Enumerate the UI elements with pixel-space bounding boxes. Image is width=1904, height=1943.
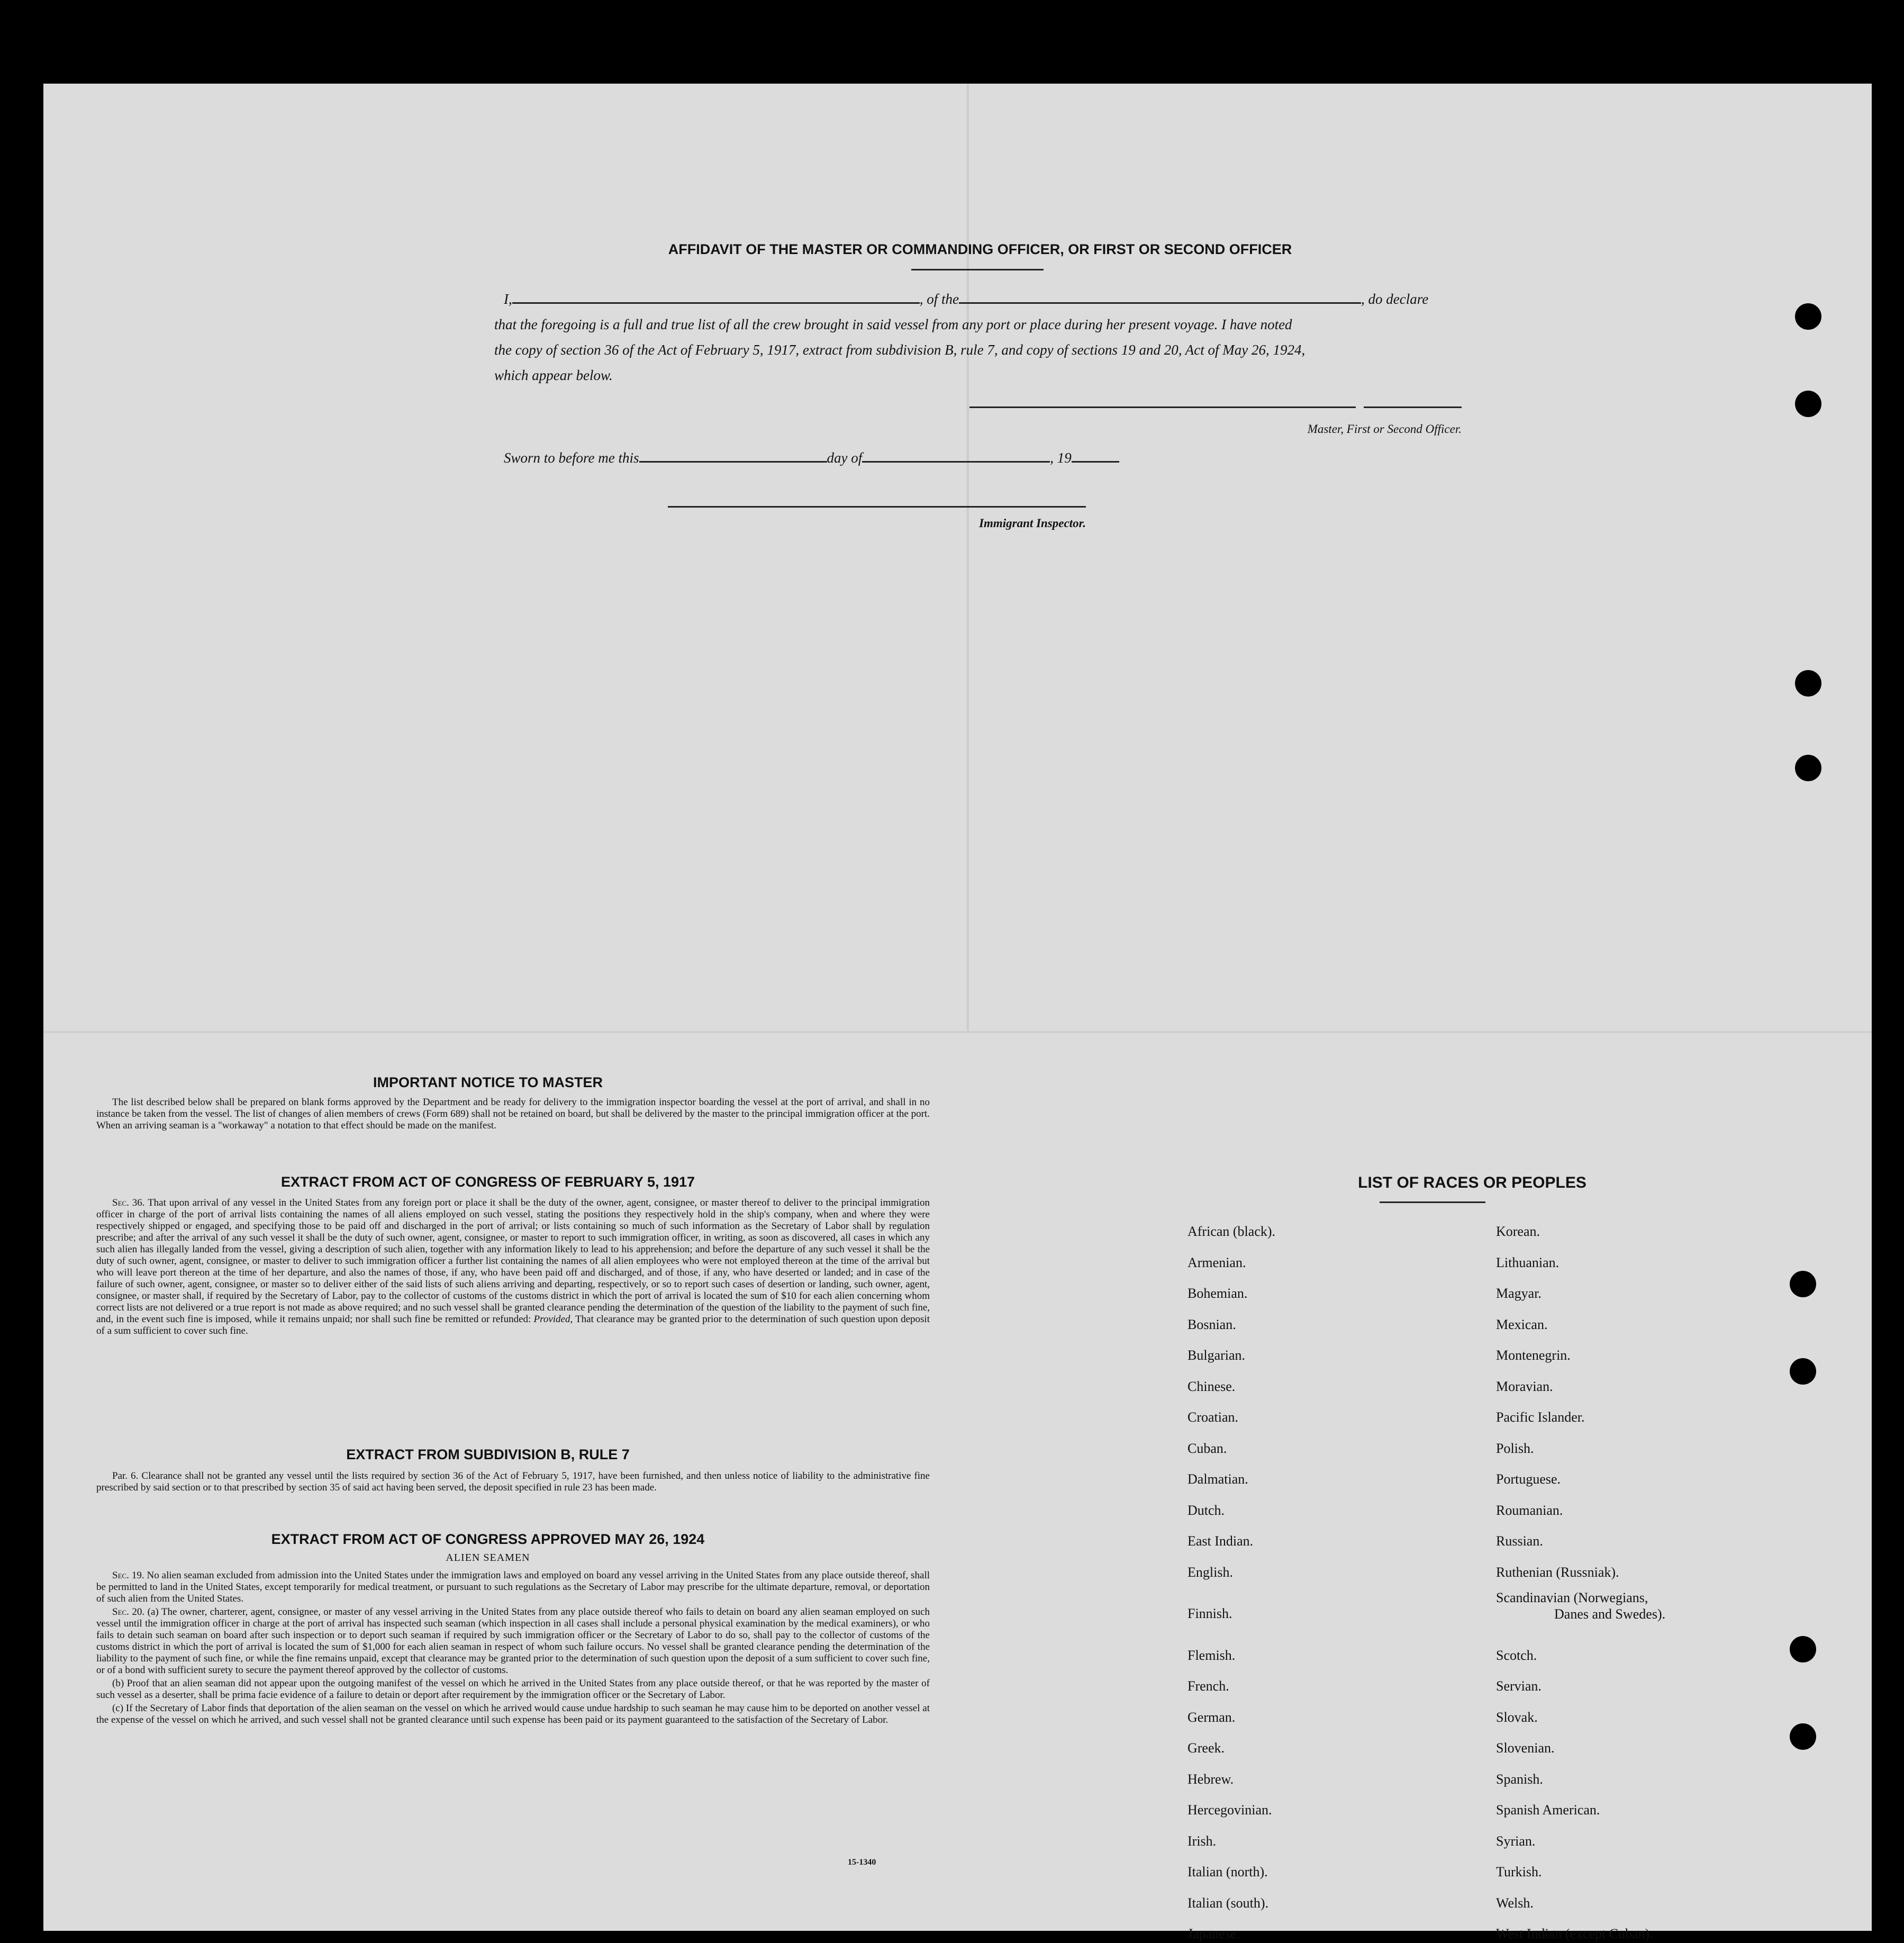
- declare-label: , do declare: [1361, 291, 1429, 307]
- document-sheet: [43, 84, 1872, 1941]
- race-item: Slovenian.: [1496, 1740, 1555, 1756]
- signature-line-short: [1364, 406, 1462, 408]
- sec-19-label: Sec. 19.: [112, 1570, 144, 1581]
- race-item: Mexican.: [1496, 1316, 1548, 1332]
- race-item: Bulgarian.: [1187, 1348, 1246, 1363]
- race-item: Hebrew.: [1187, 1771, 1234, 1787]
- race-item: Pacific Islander.: [1496, 1409, 1585, 1425]
- declarant-label: I,: [504, 291, 512, 307]
- race-item: Armenian.: [1187, 1254, 1246, 1270]
- provided-label: Provided,: [533, 1314, 573, 1325]
- race-right-continuation: Danes and Swedes).: [1554, 1606, 1666, 1622]
- races-divider: [1380, 1201, 1485, 1203]
- race-item: West Indian (except Cuban).: [1496, 1926, 1653, 1941]
- race-item: Bohemian.: [1187, 1286, 1248, 1301]
- race-item: Italian (north).: [1187, 1864, 1268, 1879]
- sec-20b-text: (b) Proof that an alien seaman did not appear upon the outgoing manifest of the vessel on which he arrived in the United States from any place outside thereof, or that he was reported by the master of such vessel as a deserter, shall be prima facie evidence of a failure to detain or deport after requirement by the immigration officer or the Secretary of Labor.: [96, 1678, 930, 1701]
- affidavit-line-4: which appear below.: [494, 367, 613, 383]
- notice-title: IMPORTANT NOTICE TO MASTER: [373, 1074, 603, 1090]
- affidavit-title: AFFIDAVIT OF THE MASTER OR COMMANDING OFFICER, OR FIRST OR SECOND OFFICER: [668, 241, 1292, 257]
- notice-text-block: [96, 1097, 930, 1133]
- race-item: Magyar.: [1496, 1286, 1542, 1301]
- extract-1924-subtitle: ALIEN SEAMEN: [446, 1552, 530, 1564]
- vessel-label: , of the: [919, 291, 959, 307]
- sec-20-label: Sec. 20.: [112, 1606, 145, 1617]
- notice-text: The list described below shall be prepared on blank forms approved by the Department and be ready for delivery to the immigration inspector boarding the vessel at the port of arrival, and shall in no instance be taken from the vessel. The list of changes of alien members of crews (Form 689) shall not be retained on board, but shall be delivered by the master to the principal immigration officer at the port. When an arriving seaman is a "workaway" a notation to that effect should be made on the manifest.: [96, 1097, 930, 1131]
- race-item: Irish.: [1187, 1833, 1217, 1849]
- signature-line[interactable]: [969, 406, 1356, 408]
- sworn-line: [504, 450, 1119, 466]
- punch-hole: [1795, 670, 1821, 697]
- race-item: Dalmatian.: [1187, 1471, 1248, 1487]
- race-item: Croatian.: [1187, 1409, 1239, 1425]
- race-item: Scotch.: [1496, 1647, 1537, 1663]
- race-item: Turkish.: [1496, 1864, 1542, 1879]
- signature-label: Master, First or Second Officer.: [1307, 422, 1462, 436]
- race-item: Russian.: [1496, 1533, 1543, 1549]
- affidavit-line-3: the copy of section 36 of the Act of February 5, 1917, extract from subdivision B, rule 7, and copy of sections 19 and 20, Act of May 26, 1924,: [494, 342, 1305, 358]
- affidavit-line-2: that the foregoing is a full and true list of all the crew brought in said vessel from any port or place during her present voyage. I have noted: [494, 317, 1292, 332]
- race-item: Polish.: [1496, 1440, 1534, 1456]
- race-item: Scandinavian (Norwegians,: [1496, 1590, 1648, 1605]
- race-item: Bosnian.: [1187, 1316, 1236, 1332]
- race-item: Flemish.: [1187, 1647, 1236, 1663]
- inspector-label: Immigrant Inspector.: [979, 517, 1086, 530]
- subdivision-b-text: Par. 6. Clearance shall not be granted any vessel until the lists required by section 36 of the Act of February 5, 1917, have been furnished, and then unless notice of liability to the administrative fine prescribed by said section or to that prescribed by section 35 of said act having been served, the deposit specified in rule 23 has been made.: [96, 1470, 930, 1493]
- punch-hole: [1795, 755, 1821, 781]
- sec-36-text-end: That clearance may be granted prior to the determination of such question upon deposit of a sum sufficient to cover such fine.: [96, 1314, 930, 1336]
- race-item: Slovak.: [1496, 1709, 1538, 1725]
- day-of-label: day of: [827, 450, 863, 466]
- race-item: Portuguese.: [1496, 1471, 1561, 1487]
- sworn-day-field[interactable]: [639, 461, 827, 463]
- punch-hole: [1795, 391, 1821, 417]
- race-item: French.: [1187, 1678, 1229, 1694]
- race-item: Spanish American.: [1496, 1802, 1600, 1818]
- subdivision-b-title: EXTRACT FROM SUBDIVISION B, RULE 7: [346, 1447, 630, 1462]
- races-title: LIST OF RACES OR PEOPLES: [1358, 1174, 1586, 1191]
- race-item: Korean.: [1496, 1224, 1540, 1239]
- race-item: Cuban.: [1187, 1440, 1227, 1456]
- race-item: Hercegovinian.: [1187, 1802, 1272, 1818]
- subdivision-b-block: [96, 1470, 930, 1495]
- race-item: African (black).: [1187, 1224, 1276, 1239]
- sec-36-label: Sec. 36.: [112, 1197, 145, 1208]
- sec-20a-text: (a) The owner, charterer, agent, consignee, or master of any vessel arriving in the United States from any place outside thereof who fails to detain on board any alien seaman employed on such vessel until the immigration officer in charge at the port of arrival has inspected such seaman (which inspection in all cases shall include a personal physical examination by the medical examiners), or who fails to detain such seaman on board after such inspection or to deport such seaman if required by such immigration officer or the Secretary of Labor to do so, shall pay to the collector of customs of the customs district in which the port of arrival is located the sum of $1,000 for each alien seaman in respect of whom such failure occurs. No vessel shall be granted clearance pending the determination of the liability to the payment of such fine, or while the fine remains unpaid, except that clearance may be granted prior to the determination of such question upon the deposit of a sum sufficient to cover such fine, or of a bond with sufficient surety to secure the payment thereof approved by the collector of customs.: [96, 1606, 930, 1676]
- extract-1917-title: EXTRACT FROM ACT OF CONGRESS OF FEBRUARY 5, 1917: [280, 1174, 695, 1190]
- race-item: Lithuanian.: [1496, 1254, 1560, 1270]
- sworn-label: Sworn to before me this: [504, 450, 639, 466]
- title-divider: [911, 269, 1044, 270]
- punch-hole: [1795, 303, 1821, 330]
- punch-hole: [1790, 1271, 1816, 1297]
- race-item: Finnish.: [1187, 1606, 1232, 1621]
- declarant-name-field[interactable]: [512, 302, 920, 304]
- race-item: Welsh.: [1496, 1895, 1534, 1911]
- race-item: Spanish.: [1496, 1771, 1543, 1787]
- race-item: Syrian.: [1496, 1833, 1536, 1849]
- race-item: East Indian.: [1187, 1533, 1254, 1549]
- race-item: Italian (south).: [1187, 1895, 1269, 1911]
- race-item: Dutch.: [1187, 1502, 1225, 1518]
- race-item: Chinese.: [1187, 1378, 1236, 1394]
- sec-20c-text: (c) If the Secretary of Labor finds that deportation of the alien seaman on the vessel on which he arrived would cause undue hardship to such seaman he may cause him to be deported on another vessel at the expense of the vessel on which he arrived, and such vessel shall not be granted clearance until such expense has been paid or its payment guaranteed to the satisfaction of the Secretary of Labor.: [96, 1703, 930, 1725]
- extract-1924-block: [96, 1570, 930, 1728]
- race-item: English.: [1187, 1564, 1233, 1580]
- punch-hole: [1790, 1636, 1816, 1662]
- sworn-year-field[interactable]: [1072, 461, 1119, 463]
- form-number: 15-1340: [848, 1858, 876, 1867]
- race-item: Greek.: [1187, 1740, 1225, 1756]
- race-item: Moravian.: [1496, 1378, 1553, 1394]
- punch-hole: [1790, 1723, 1816, 1750]
- punch-hole: [1790, 1358, 1816, 1385]
- sec-19-text: No alien seaman excluded from admission into the United States under the immigration laws and employed on board any vessel arriving in the United States from any place outside thereof, shall be permitted to land in the United States, except temporarily for medical treatment, or pursuant to such regulations as the Secretary of Labor may prescribe for the ultimate departure, removal, or deportation of such alien from the United States.: [96, 1570, 930, 1604]
- race-item: Servian.: [1496, 1678, 1542, 1694]
- extract-1924-title: EXTRACT FROM ACT OF CONGRESS APPROVED MAY 26, 1924: [271, 1531, 705, 1547]
- extract-1917-block: [96, 1197, 930, 1339]
- race-item: Montenegrin.: [1496, 1348, 1571, 1363]
- year-label: , 19: [1050, 450, 1072, 466]
- affidavit-line-1: [504, 291, 1516, 308]
- inspector-signature-line[interactable]: [668, 506, 1086, 508]
- vessel-name-field[interactable]: [959, 302, 1361, 304]
- race-item: Roumanian.: [1496, 1502, 1563, 1518]
- race-item: Japanese.: [1187, 1926, 1240, 1941]
- race-item: German.: [1187, 1709, 1236, 1725]
- sec-36-text: That upon arrival of any vessel in the United States from any foreign port or place it shall be the duty of the owner, agent, consignee, or master thereof to deliver to the principal immigration officer in charge of the port of arrival lists containing the names of all aliens employed on such vessel, stating the positions they respectively hold in the ship's company, when and where they were respectively shipped or engaged, and specifying those to be paid off and discharged in the port of arrival; or lists containing so much of such information as the Secretary of Labor shall by regulation prescribe; and after the arrival of any such vessel it shall be the duty of such owner, agent, consignee, or master to report to such immigration officer, in writing, as soon as discovered, all cases in which any such alien has illegally landed from the vessel, giving a description of such alien, together with any information likely to lead to his apprehension; and before the departure of any such vessel it shall be the duty of such owner, agent, consignee, or master to deliver to such immigration officer a further list containing the names of all alien employees who were not employed thereon at the time of the arrival but who will leave port thereon at the time of her departure, and also the names of those, if any, who have been paid off and discharged, and of those, if any, who have deserted or landed; and in case of the failure of such owner, agent, consignee, or master so to deliver either of the said lists of such aliens arriving and departing, respectively, or so to report such cases of desertion or landing, such owner, agent, consignee, or master shall, if required by the Secretary of Labor, pay to the collector of customs of the customs district in which the port of arrival is located the sum of $10 for each alien concerning whom correct lists are not delivered or a true report is not made as above required; and no such vessel shall be granted clearance pending the determination of the question of the liability to the payment of such fine, and, in the event such fine is imposed, while it remains unpaid; nor shall such fine be remitted or refunded:: [96, 1197, 930, 1325]
- race-item: Ruthenian (Russniak).: [1496, 1564, 1619, 1580]
- sworn-month-field[interactable]: [862, 461, 1050, 463]
